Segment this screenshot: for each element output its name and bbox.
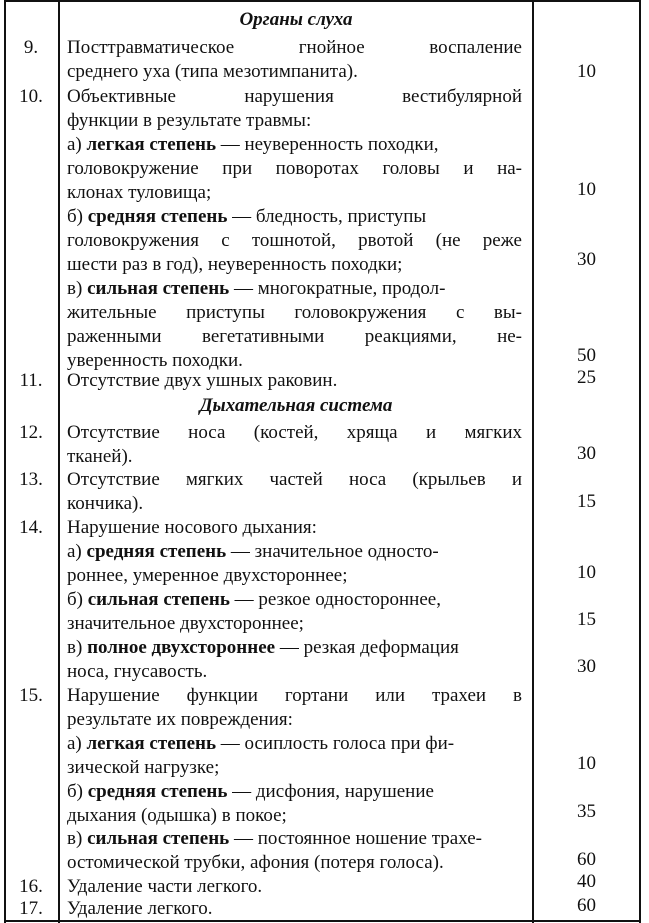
item-text-line: тканей). (67, 446, 133, 467)
subitem-line: б) средняя степень — дисфония, нарушение (67, 781, 434, 802)
section-heading-hearing: Органы слуха (239, 9, 353, 30)
item-text-line: Удаление легкого. (67, 898, 213, 919)
severity-term: средняя степень (87, 206, 228, 227)
subitem-line: в) сильная степень — постоянное ношение трахе- (67, 828, 482, 849)
item-percent: 30 (577, 656, 596, 677)
item-percent: 60 (577, 895, 596, 916)
table-number-column-rule (58, 0, 60, 923)
item-number: 14. (19, 517, 43, 538)
subitem-line: в) сильная степень — многократные, продол- (67, 278, 446, 299)
item-text-line: головокружение при поворотах головы и на- (67, 158, 522, 179)
item-text-line: жительные приступы головокружения с вы- (67, 302, 522, 323)
severity-term: средняя степень (86, 541, 227, 562)
item-percent: 60 (577, 849, 596, 870)
item-number: 10. (19, 86, 43, 107)
item-text-line: головокружения с тошнотой, рвотой (не реже (67, 230, 522, 251)
item-text-line: остомической трубки, афония (потеря голоса). (67, 852, 444, 873)
subitem-line: б) средняя степень — бледность, приступы (67, 206, 427, 227)
item-text-line: роннее, умеренное двухстороннее; (67, 565, 348, 586)
item-text-line: клонах туловища; (67, 182, 212, 203)
item-text-line: Отсутствие двух ушных раковин. (67, 370, 338, 391)
item-text-line: Отсутствие мягких частей носа (крыльев и (67, 469, 522, 490)
item-number: 13. (19, 469, 43, 490)
subitem-line: а) легкая степень — неуверенность походки, (67, 134, 439, 155)
item-number: 15. (19, 685, 43, 706)
item-text-line: зической нагрузке; (67, 757, 220, 778)
item-number: 12. (19, 422, 43, 443)
item-percent: 10 (577, 753, 596, 774)
item-percent: 50 (577, 345, 596, 366)
item-text-line: шести раз в год), неуверенность походки; (67, 254, 403, 275)
item-text-line: кончика). (67, 493, 144, 514)
item-percent: 10 (577, 562, 596, 583)
subitem-line: в) полное двухстороннее — резкая деформация (67, 637, 459, 658)
item-text-line: Посттравматическое гнойное воспаление (67, 37, 522, 58)
item-text-line: среднего уха (типа мезотимпанита). (67, 61, 358, 82)
item-text-line: дыхания (одышка) в покое; (67, 805, 287, 826)
table-top-rule (4, 0, 640, 2)
table-left-rule (4, 0, 6, 923)
subitem-line: а) средняя степень — значительное односто- (67, 541, 439, 562)
severity-term: легкая степень (86, 134, 216, 155)
item-text-line: результате их повреждения: (67, 709, 293, 730)
item-text-line: Удаление части легкого. (67, 876, 263, 897)
item-percent: 35 (577, 801, 596, 822)
item-percent: 15 (577, 609, 596, 630)
item-text-line: функции в результате травмы: (67, 110, 312, 131)
severity-term: средняя степень (87, 781, 228, 802)
item-percent: 25 (577, 367, 596, 388)
item-percent: 10 (577, 61, 596, 82)
item-percent: 40 (577, 871, 596, 892)
item-text-line: Отсутствие носа (костей, хряща и мягких (67, 422, 522, 443)
item-percent: 15 (577, 491, 596, 512)
severity-term: сильная степень (87, 589, 230, 610)
item-text-line: Нарушение носового дыхания: (67, 517, 317, 538)
severity-term: сильная степень (87, 828, 230, 849)
subitem-line: б) сильная степень — резкое одностороннее, (67, 589, 441, 610)
item-text-line: Объективные нарушения вестибулярной (67, 86, 522, 107)
item-text-line: раженными вегетативными реакциями, не- (67, 326, 522, 347)
item-text-line: значительное двухстороннее; (67, 613, 304, 634)
item-text-line: носа, гнусавость. (67, 661, 208, 682)
table-right-rule (639, 0, 641, 923)
item-percent: 30 (577, 249, 596, 270)
item-number: 9. (23, 37, 39, 58)
item-number: 17. (19, 898, 43, 919)
item-percent: 30 (577, 443, 596, 464)
severity-term: сильная степень (87, 278, 230, 299)
item-number: 16. (19, 876, 43, 897)
subitem-line: а) легкая степень — осиплость голоса при фи- (67, 733, 455, 754)
item-text-line: уверенность походки. (67, 350, 243, 371)
item-text-line: Нарушение функции гортани или трахеи в (67, 685, 522, 706)
item-percent: 10 (577, 179, 596, 200)
section-heading-respiratory: Дыхательная система (199, 395, 393, 416)
severity-term: легкая степень (86, 733, 216, 754)
item-number: 11. (19, 370, 43, 391)
severity-term: полное двухстороннее (87, 637, 276, 658)
